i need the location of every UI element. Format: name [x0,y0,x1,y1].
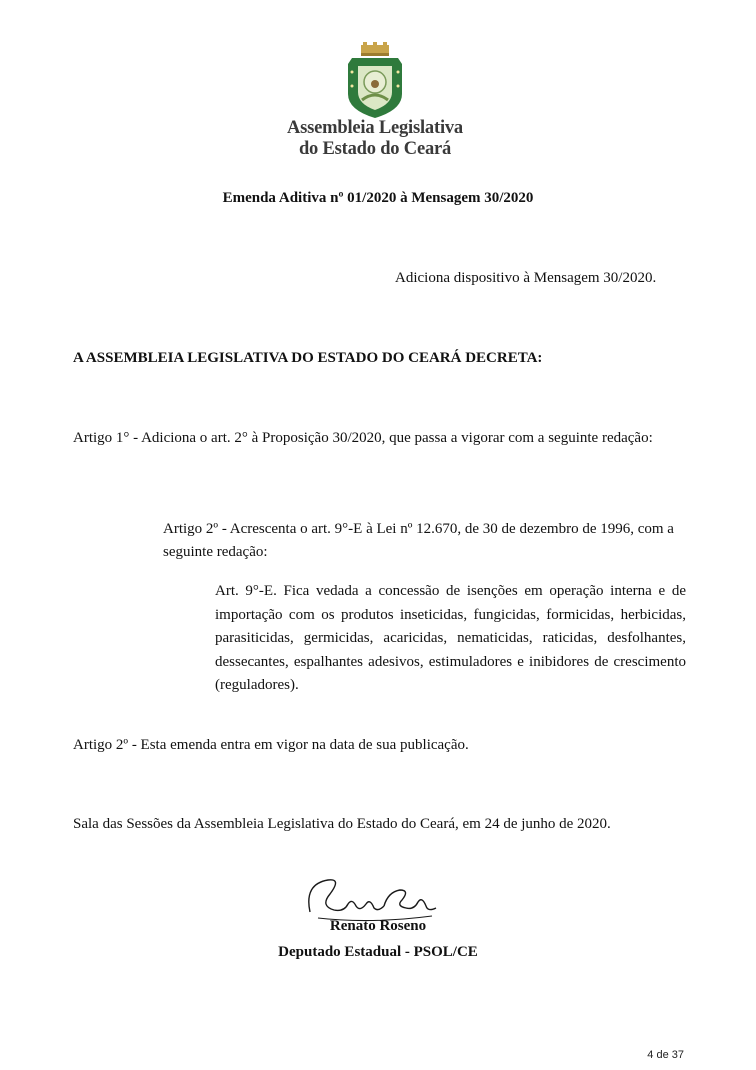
article-9e-text: Art. 9°-E. Fica vedada a concessão de isenções em operação interna e de importação com os produtos inseticidas, fungicidas, formicidas, herbicidas, parasiticidas, germicidas, acaricidas, nematicidas, raticidas, desfolhantes, dessecantes, espalhantes adesivos, estimuladores e inibidores de crescimento (reguladores). [215,583,686,693]
organization-name [200,118,550,160]
article-2: Artigo 2º - Esta emenda entra em vigor na data de sua publicação. [73,737,469,753]
session-place-date: Sala das Sessões da Assembleia Legislativa do Estado do Ceará, em 24 de junho de 2020. [73,816,611,832]
organization-name-line2: do Estado do Ceará [298,139,452,159]
decree-heading: A ASSEMBLEIA LEGISLATIVA DO ESTADO DO CEARÁ DECRETA: [73,350,543,366]
organization-name-line1: Assembleia Legislativa [287,118,463,138]
page-number: 4 de 37 [647,1049,684,1061]
ceara-coat-of-arms-shield-icon [330,42,420,120]
signer-name: Renato Roseno [329,918,427,934]
document-ementa: Adiciona dispositivo à Mensagem 30/2020. [395,270,657,286]
article-1: Artigo 1° - Adiciona o art. 2° à Proposição 30/2020, que passa a vigorar com a seguinte redação: [73,430,653,446]
document-title: Emenda Aditiva nº 01/2020 à Mensagem 30/2020 [222,190,534,206]
proposition-article-2: Artigo 2º - Acrescenta o art. 9°-E à Lei nº 12.670, de 30 de dezembro de 1996, com a seguinte redação: [163,521,674,560]
signer-role: Deputado Estadual - PSOL/CE [278,944,478,960]
